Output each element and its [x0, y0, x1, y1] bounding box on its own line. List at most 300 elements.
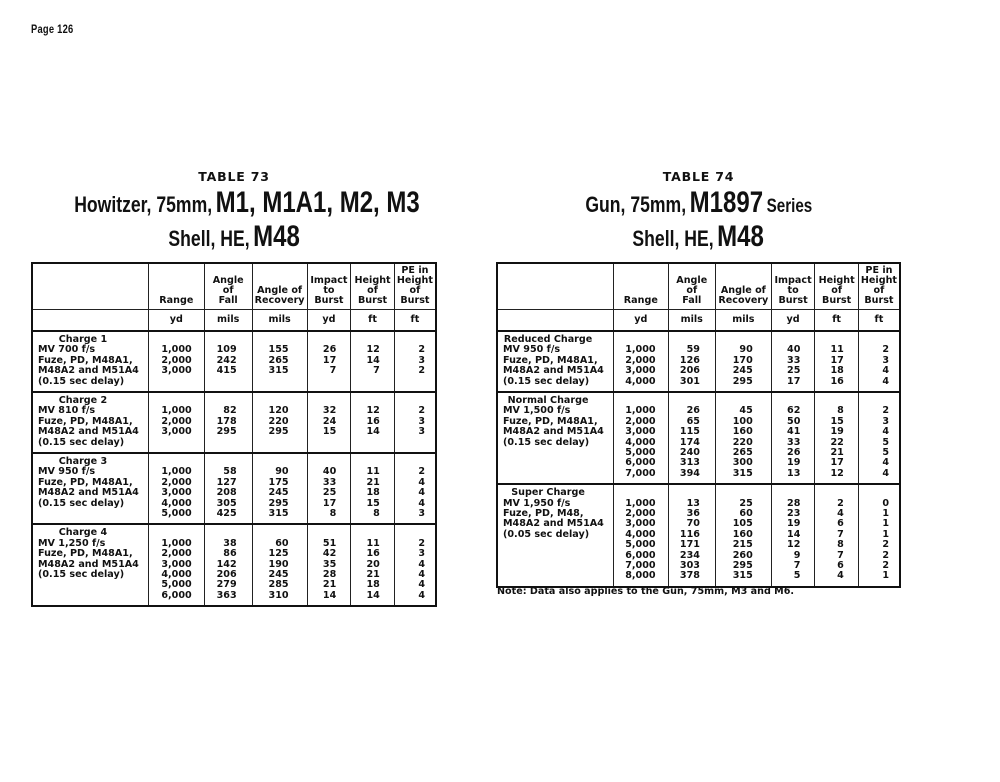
cell-angle-of-recovery: 25 [739, 497, 753, 509]
title-models: M1897 [689, 186, 763, 219]
cell-pe-height-of-burst: 3 [418, 354, 425, 366]
header-row [497, 263, 900, 310]
cell-pe-height-of-burst: 2 [418, 344, 425, 356]
cell-angle-of-fall: 394 [679, 467, 700, 479]
cell-pe-height-of-burst: 4 [418, 579, 425, 591]
cell-range: 2,000 [625, 415, 656, 427]
charge-name: Normal Charge [507, 395, 589, 407]
cell-height-of-burst: 2 [837, 497, 844, 509]
cell-angle-of-recovery: 245 [732, 365, 753, 377]
cell-height-of-burst: 16 [366, 548, 380, 560]
cell-height-of-burst: 14 [366, 354, 380, 366]
charge-description [497, 484, 614, 587]
cell-pe-height-of-burst-column [394, 392, 436, 453]
cell-angle-of-fall: 13 [686, 497, 700, 509]
cell-pe-height-of-burst: 4 [882, 375, 889, 387]
cell-range: 7,000 [625, 467, 656, 479]
cell-range: 2,000 [161, 476, 192, 488]
cell-pe-height-of-burst: 3 [882, 415, 889, 427]
cell-pe-height-of-burst: 1 [882, 518, 889, 530]
charge-detail-line: (0.15 sec delay) [38, 436, 125, 448]
unit-angle-of-fall: mils [204, 310, 252, 332]
cell-range: 3,000 [625, 365, 656, 377]
cell-impact-to-burst: 19 [787, 518, 801, 530]
cell-angle-of-recovery: 175 [268, 476, 289, 488]
cell-impact-to-burst: 17 [787, 375, 801, 387]
cell-angle-of-fall: 206 [679, 365, 700, 377]
header-range: Range [614, 263, 668, 310]
cell-angle-of-fall: 240 [679, 446, 700, 458]
cell-height-of-burst: 6 [837, 559, 844, 571]
charge-detail-line: Fuze, PD, M48A1, [38, 548, 133, 560]
cell-impact-to-burst: 28 [787, 497, 801, 509]
cell-range: 5,000 [625, 539, 656, 551]
cell-angle-of-recovery: 190 [268, 558, 289, 570]
charge-detail-line: MV 950 f/s [38, 466, 96, 478]
cell-range: 2,000 [625, 354, 656, 366]
unit-pe-height-of-burst: ft [394, 310, 436, 332]
cell-range: 2,000 [161, 415, 192, 427]
cell-impact-to-burst: 21 [322, 579, 337, 591]
cell-angle-of-fall: 38 [223, 537, 237, 549]
cell-height-of-burst: 19 [830, 426, 844, 438]
cell-angle-of-recovery: 155 [268, 344, 289, 356]
cell-impact-to-burst: 14 [787, 528, 801, 540]
charge-detail-line: M48A2 and M51A4 [503, 518, 604, 530]
cell-height-of-burst: 16 [366, 415, 380, 427]
cell-height-of-burst-column [815, 484, 858, 587]
cell-angle-of-recovery: 285 [268, 579, 289, 591]
cell-height-of-burst: 21 [830, 446, 844, 458]
cell-angle-of-fall: 115 [679, 426, 700, 438]
cell-range-column [614, 331, 668, 392]
charge-detail-line: Fuze, PD, M48A1, [38, 354, 133, 366]
cell-range: 3,000 [161, 426, 192, 438]
unit-impact-to-burst: yd [307, 310, 351, 332]
charge-detail-line: (0.05 sec delay) [503, 528, 590, 540]
cell-height-of-burst: 18 [366, 579, 380, 591]
header-description [497, 263, 614, 310]
cell-range: 5,000 [161, 579, 192, 591]
cell-pe-height-of-burst: 2 [882, 559, 889, 571]
cell-pe-height-of-burst: 4 [418, 558, 425, 570]
cell-range-column [148, 453, 204, 524]
cell-pe-height-of-burst: 3 [882, 354, 889, 366]
cell-angle-of-recovery: 220 [268, 415, 289, 427]
charge-description [32, 392, 148, 453]
cell-angle-of-recovery: 120 [268, 405, 289, 417]
cell-pe-height-of-burst: 5 [882, 446, 889, 458]
charge-name: Charge 4 [58, 527, 108, 539]
title-shell: Shell, HE, [632, 226, 714, 251]
cell-pe-height-of-burst: 4 [418, 568, 425, 580]
charge-detail-line: MV 810 f/s [38, 405, 96, 417]
cell-range: 4,000 [625, 375, 656, 387]
table-74-block [496, 168, 901, 582]
cell-angle-of-fall: 425 [216, 508, 237, 520]
charge-detail-line: MV 1,250 f/s [38, 537, 106, 549]
header-description [32, 263, 148, 310]
cell-range: 3,000 [161, 487, 192, 499]
cell-angle-of-recovery: 90 [739, 344, 753, 356]
cell-angle-of-fall: 127 [216, 476, 237, 488]
cell-range: 8,000 [625, 570, 656, 582]
cell-pe-height-of-burst: 2 [882, 344, 889, 356]
cell-range: 4,000 [161, 568, 192, 580]
cell-pe-height-of-burst: 1 [882, 528, 889, 540]
cell-impact-to-burst: 17 [322, 497, 337, 509]
cell-range: 1,000 [161, 344, 192, 356]
cell-impact-to-burst: 19 [787, 457, 801, 469]
unit-pe-height-of-burst: ft [858, 310, 900, 332]
unit-impact-to-burst: yd [771, 310, 815, 332]
cell-range-column [614, 484, 668, 587]
table-title-line2 [31, 220, 437, 254]
header-row [32, 263, 436, 310]
unit-description [32, 310, 148, 332]
cell-impact-to-burst: 15 [322, 426, 337, 438]
cell-impact-to-burst: 32 [322, 405, 337, 417]
title-weapon: Howitzer, 75mm, [74, 192, 213, 217]
cell-angle-of-recovery: 245 [268, 568, 289, 580]
cell-range: 2,000 [161, 354, 192, 366]
cell-height-of-burst-column [815, 331, 858, 392]
title-models: M1, M1A1, M2, M3 [215, 186, 420, 219]
cell-angle-of-fall: 59 [686, 344, 700, 356]
cell-impact-to-burst: 62 [787, 405, 801, 417]
cell-angle-of-fall: 171 [679, 539, 700, 551]
cell-pe-height-of-burst-column [858, 392, 900, 484]
cell-angle-of-fall: 234 [679, 549, 700, 561]
cell-height-of-burst: 15 [830, 415, 844, 427]
cell-pe-height-of-burst: 3 [418, 508, 425, 520]
charge-description [497, 392, 614, 484]
charge-group-row [497, 331, 900, 392]
header-angle-of-recovery: Angle of Recovery [252, 263, 307, 310]
cell-pe-height-of-burst: 0 [882, 497, 889, 509]
cell-range: 6,000 [161, 589, 192, 601]
cell-angle-of-recovery-column [252, 524, 307, 606]
table-73-block [31, 168, 437, 601]
cell-pe-height-of-burst: 4 [882, 365, 889, 377]
cell-angle-of-recovery: 45 [739, 405, 753, 417]
charge-group-row [32, 453, 436, 524]
header-angle-of-fall: Angle of Fall [204, 263, 252, 310]
cell-height-of-burst-column [351, 331, 395, 392]
cell-height-of-burst: 7 [373, 365, 380, 377]
cell-range-column [148, 392, 204, 453]
cell-impact-to-burst: 7 [793, 559, 801, 571]
charge-detail-line: Fuze, PD, M48A1, [38, 415, 133, 427]
cell-pe-height-of-burst: 2 [418, 365, 425, 377]
cell-height-of-burst: 17 [830, 457, 844, 469]
cell-angle-of-fall: 178 [216, 415, 237, 427]
firing-table-73 [31, 262, 437, 607]
cell-angle-of-fall: 142 [216, 558, 237, 570]
cell-height-of-burst: 21 [366, 568, 380, 580]
charge-detail-line: M48A2 and M51A4 [503, 365, 604, 377]
cell-range: 3,000 [625, 518, 656, 530]
cell-angle-of-recovery: 265 [732, 446, 753, 458]
table-title-line1 [31, 186, 437, 220]
cell-angle-of-fall: 301 [679, 375, 700, 387]
cell-impact-to-burst-column [307, 392, 351, 453]
cell-angle-of-recovery-column [715, 331, 771, 392]
title-shell-model: M48 [253, 220, 300, 253]
cell-range: 6,000 [625, 457, 656, 469]
unit-height-of-burst: ft [351, 310, 395, 332]
cell-pe-height-of-burst: 2 [418, 466, 425, 478]
table-note: Note: Data also applies to the Gun, 75mm, M3 and M6. [497, 586, 795, 597]
cell-angle-of-recovery: 105 [732, 518, 753, 530]
cell-angle-of-fall: 70 [686, 518, 700, 530]
cell-height-of-burst: 18 [830, 365, 844, 377]
cell-range: 1,000 [161, 405, 192, 417]
cell-impact-to-burst: 33 [787, 436, 801, 448]
cell-angle-of-recovery: 245 [268, 487, 289, 499]
cell-angle-of-fall: 36 [686, 507, 700, 519]
cell-angle-of-fall: 378 [679, 570, 700, 582]
charge-detail-line: Fuze, PD, M48A1, [503, 354, 598, 366]
cell-angle-of-fall: 82 [223, 405, 237, 417]
cell-angle-of-fall: 415 [216, 365, 237, 377]
cell-angle-of-recovery-column [252, 331, 307, 392]
cell-height-of-burst: 21 [366, 476, 380, 488]
cell-pe-height-of-burst: 2 [418, 405, 425, 417]
cell-pe-height-of-burst: 3 [418, 548, 425, 560]
cell-angle-of-recovery-column [715, 484, 771, 587]
charge-detail-line: M48A2 and M51A4 [38, 558, 139, 570]
cell-range-column [148, 331, 204, 392]
cell-impact-to-burst: 25 [322, 487, 337, 499]
cell-height-of-burst-column [351, 524, 395, 606]
cell-height-of-burst: 18 [366, 487, 380, 499]
cell-angle-of-fall: 86 [223, 548, 237, 560]
cell-impact-to-burst: 33 [322, 476, 337, 488]
cell-angle-of-recovery: 295 [268, 426, 289, 438]
charge-detail-line: (0.15 sec delay) [38, 569, 125, 581]
cell-impact-to-burst: 28 [322, 568, 337, 580]
cell-pe-height-of-burst: 4 [418, 589, 425, 601]
cell-angle-of-recovery: 310 [268, 589, 289, 601]
unit-angle-of-fall: mils [668, 310, 715, 332]
cell-impact-to-burst-column [307, 331, 351, 392]
charge-description [32, 453, 148, 524]
cell-pe-height-of-burst: 3 [418, 415, 425, 427]
charge-group-row [497, 392, 900, 484]
title-shell-model: M48 [717, 220, 765, 253]
unit-height-of-burst: ft [815, 310, 858, 332]
charge-detail-line: M48A2 and M51A4 [38, 365, 139, 377]
cell-pe-height-of-burst: 4 [418, 497, 425, 509]
cell-height-of-burst: 22 [830, 436, 844, 448]
charge-detail-line: Fuze, PD, M48A1, [38, 476, 133, 488]
cell-angle-of-recovery: 125 [268, 548, 289, 560]
cell-range-column [614, 392, 668, 484]
charge-group-row [497, 484, 900, 587]
cell-angle-of-fall: 313 [679, 457, 700, 469]
charge-detail-line: MV 950 f/s [503, 344, 561, 356]
cell-impact-to-burst-column [307, 524, 351, 606]
cell-pe-height-of-burst-column [858, 331, 900, 392]
charge-detail-line: Fuze, PD, M48, [503, 507, 584, 519]
cell-impact-to-burst: 7 [329, 365, 337, 377]
cell-angle-of-fall-column [204, 331, 252, 392]
cell-angle-of-fall-column [668, 484, 715, 587]
cell-height-of-burst: 14 [366, 426, 380, 438]
cell-pe-height-of-burst: 4 [882, 457, 889, 469]
cell-angle-of-recovery: 315 [268, 508, 289, 520]
cell-impact-to-burst-column [771, 331, 815, 392]
cell-angle-of-fall: 109 [216, 344, 237, 356]
charge-name: Charge 2 [58, 395, 108, 407]
unit-angle-of-recovery: mils [715, 310, 771, 332]
cell-angle-of-recovery: 295 [732, 375, 753, 387]
cell-angle-of-recovery: 90 [275, 466, 289, 478]
cell-height-of-burst: 11 [830, 344, 844, 356]
cell-angle-of-fall: 242 [216, 354, 237, 366]
cell-impact-to-burst: 41 [787, 426, 801, 438]
cell-range: 4,000 [625, 436, 656, 448]
cell-impact-to-burst: 23 [787, 507, 801, 519]
cell-pe-height-of-burst-column [394, 331, 436, 392]
cell-pe-height-of-burst: 2 [882, 539, 889, 551]
cell-impact-to-burst: 50 [787, 415, 801, 427]
cell-impact-to-burst: 25 [787, 365, 801, 377]
table-number: TABLE 74 [662, 169, 735, 184]
cell-angle-of-recovery: 60 [739, 507, 753, 519]
cell-height-of-burst: 12 [366, 405, 380, 417]
charge-name: Reduced Charge [503, 334, 593, 345]
charge-detail-line: MV 1,950 f/s [503, 497, 571, 509]
cell-height-of-burst: 4 [837, 507, 844, 519]
cell-pe-height-of-burst: 1 [882, 570, 889, 582]
cell-angle-of-fall: 65 [686, 415, 700, 427]
cell-range: 3,000 [161, 558, 192, 570]
cell-pe-height-of-burst-column [394, 524, 436, 606]
cell-height-of-burst: 12 [830, 467, 844, 479]
cell-pe-height-of-burst: 4 [882, 426, 889, 438]
charge-detail-line: M48A2 and M51A4 [38, 487, 139, 499]
cell-range: 1,000 [161, 466, 192, 478]
cell-height-of-burst: 17 [830, 354, 844, 366]
header-height-of-burst: Height of Burst [815, 263, 858, 310]
charge-name: Super Charge [511, 487, 585, 499]
cell-pe-height-of-burst: 2 [882, 549, 889, 561]
cell-angle-of-recovery: 170 [732, 354, 753, 366]
cell-range: 5,000 [161, 508, 192, 520]
cell-height-of-burst: 16 [830, 375, 844, 387]
cell-angle-of-fall: 206 [216, 568, 237, 580]
cell-height-of-burst: 14 [366, 589, 380, 601]
charge-group-row [32, 392, 436, 453]
header-height-of-burst: Height of Burst [351, 263, 395, 310]
page-number: Page 126 [31, 22, 74, 36]
cell-angle-of-fall: 58 [223, 466, 237, 478]
cell-impact-to-burst: 35 [322, 558, 337, 570]
cell-pe-height-of-burst: 1 [882, 507, 889, 519]
header-impact-to-burst: Impact to Burst [771, 263, 815, 310]
cell-range: 1,000 [625, 344, 656, 356]
charge-description [32, 331, 148, 392]
cell-angle-of-fall: 295 [216, 426, 237, 438]
cell-angle-of-recovery: 220 [732, 436, 753, 448]
cell-angle-of-recovery: 160 [732, 528, 753, 540]
cell-impact-to-burst: 51 [322, 537, 337, 549]
cell-angle-of-recovery: 295 [732, 559, 753, 571]
cell-impact-to-burst: 26 [322, 344, 337, 356]
charge-detail-line: M48A2 and M51A4 [38, 426, 139, 438]
cell-pe-height-of-burst: 2 [882, 405, 889, 417]
charge-description [32, 524, 148, 606]
cell-impact-to-burst-column [771, 392, 815, 484]
cell-angle-of-fall: 174 [679, 436, 700, 448]
unit-description [497, 310, 614, 332]
cell-angle-of-fall-column [204, 392, 252, 453]
cell-impact-to-burst: 8 [329, 508, 337, 520]
cell-angle-of-fall: 363 [216, 589, 237, 601]
cell-angle-of-recovery: 160 [732, 426, 753, 438]
cell-height-of-burst-column [815, 392, 858, 484]
cell-height-of-burst-column [351, 392, 395, 453]
cell-height-of-burst: 8 [373, 508, 380, 520]
cell-range: 3,000 [625, 426, 656, 438]
charge-detail-line: Fuze, PD, M48A1, [503, 415, 598, 427]
cell-impact-to-burst-column [771, 484, 815, 587]
cell-range: 2,000 [625, 507, 656, 519]
cell-pe-height-of-burst-column [394, 453, 436, 524]
cell-height-of-burst: 11 [366, 466, 380, 478]
charge-group-row [32, 331, 436, 392]
cell-impact-to-burst: 13 [787, 467, 801, 479]
cell-impact-to-burst: 5 [793, 570, 801, 582]
header-angle-of-recovery: Angle of Recovery [715, 263, 771, 310]
cell-pe-height-of-burst-column [858, 484, 900, 587]
cell-angle-of-fall: 26 [686, 405, 700, 417]
cell-height-of-burst: 8 [837, 539, 844, 551]
unit-range: yd [148, 310, 204, 332]
charge-description [497, 331, 614, 392]
table-number: TABLE 73 [198, 169, 270, 184]
header-range: Range [148, 263, 204, 310]
cell-angle-of-recovery-column [715, 392, 771, 484]
unit-angle-of-recovery: mils [252, 310, 307, 332]
cell-height-of-burst: 7 [837, 549, 844, 561]
cell-height-of-burst: 8 [837, 405, 844, 417]
cell-angle-of-recovery: 300 [732, 457, 753, 469]
units-row [32, 310, 436, 332]
title-series: Series [766, 196, 812, 217]
title-shell: Shell, HE, [168, 226, 250, 251]
cell-angle-of-fall-column [204, 524, 252, 606]
cell-angle-of-recovery: 315 [268, 365, 289, 377]
cell-height-of-burst: 15 [366, 497, 380, 509]
charge-detail-line: (0.15 sec delay) [38, 375, 125, 387]
cell-angle-of-fall: 116 [679, 528, 700, 540]
cell-angle-of-recovery: 315 [732, 570, 753, 582]
cell-impact-to-burst: 26 [787, 446, 801, 458]
cell-angle-of-fall-column [668, 392, 715, 484]
charge-detail-line: MV 1,500 f/s [503, 405, 571, 417]
charge-detail-line: (0.15 sec delay) [38, 497, 125, 509]
cell-pe-height-of-burst: 5 [882, 436, 889, 448]
cell-impact-to-burst-column [307, 453, 351, 524]
cell-range: 6,000 [625, 549, 656, 561]
cell-range: 5,000 [625, 446, 656, 458]
cell-height-of-burst-column [351, 453, 395, 524]
cell-angle-of-recovery-column [252, 392, 307, 453]
cell-height-of-burst: 4 [837, 570, 844, 582]
